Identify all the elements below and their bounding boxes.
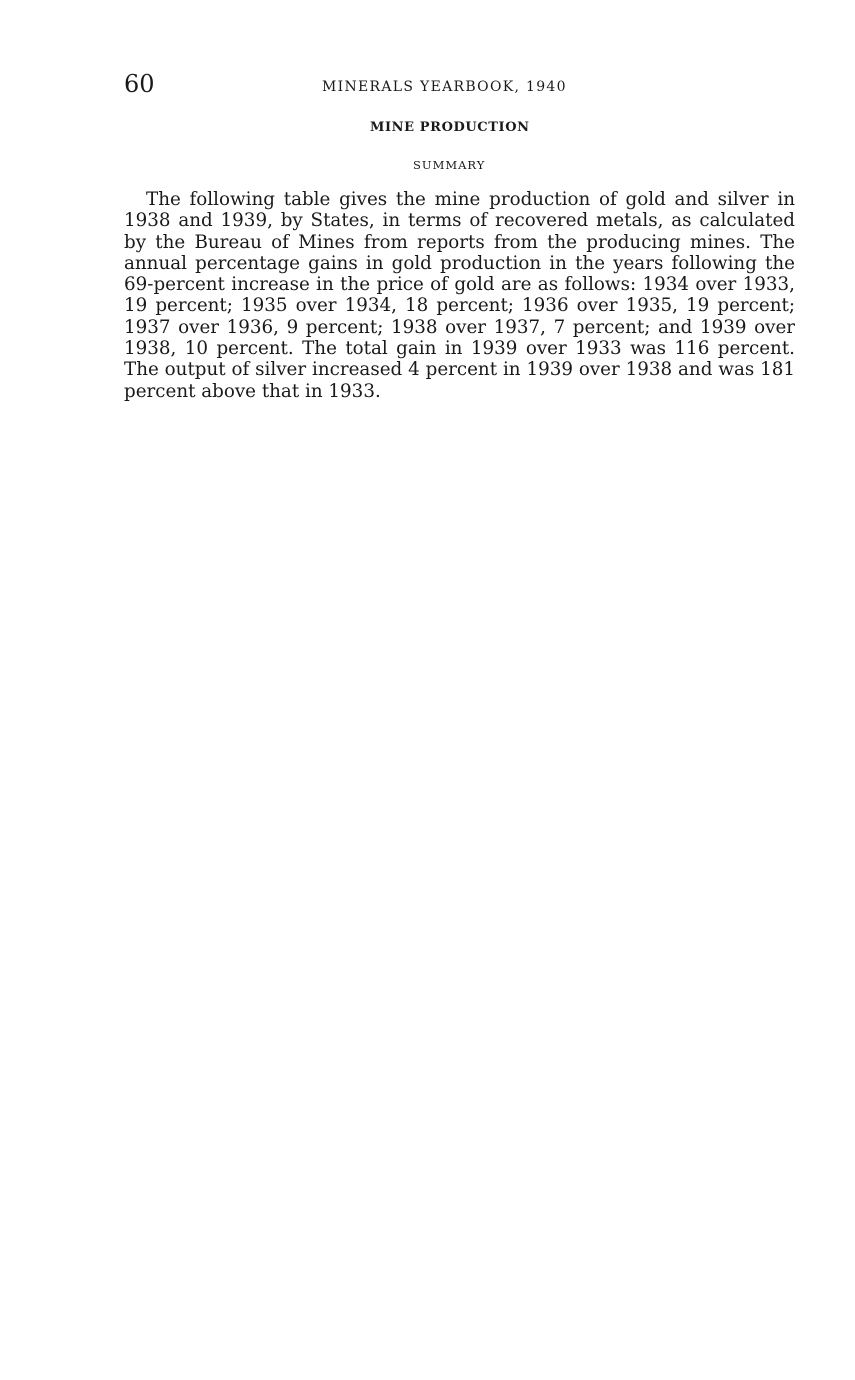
running-head: MINERALS YEARBOOK, 1940 xyxy=(322,79,567,95)
section-title: MINE PRODUCTION xyxy=(370,120,530,135)
section-subtitle: SUMMARY xyxy=(413,158,486,172)
page-number: 60 xyxy=(124,70,155,98)
summary-paragraph: The following table gives the mine production of gold and silver in 1938 and 1939, by States, in terms of recovered metals, as calculated by the Bureau of Mines from reports from the producing mines. The annual percentage gains in gold production in the years following the 69-percent increase in the price of gold are as follows: 1934 over 1933, 19 percent; 1935 over 1934, 18 percent; 1936 over 1935, 19 percent; 1937 over 1936, 9 percent; 1938 over 1937, 7 percent; and 1939 over 1938, 10 percent. The total gain in 1939 over 1933 was 116 percent. The output of silver increased 4 percent in 1939 over 1938 and was 181 percent above that in 1933. xyxy=(124,189,795,402)
